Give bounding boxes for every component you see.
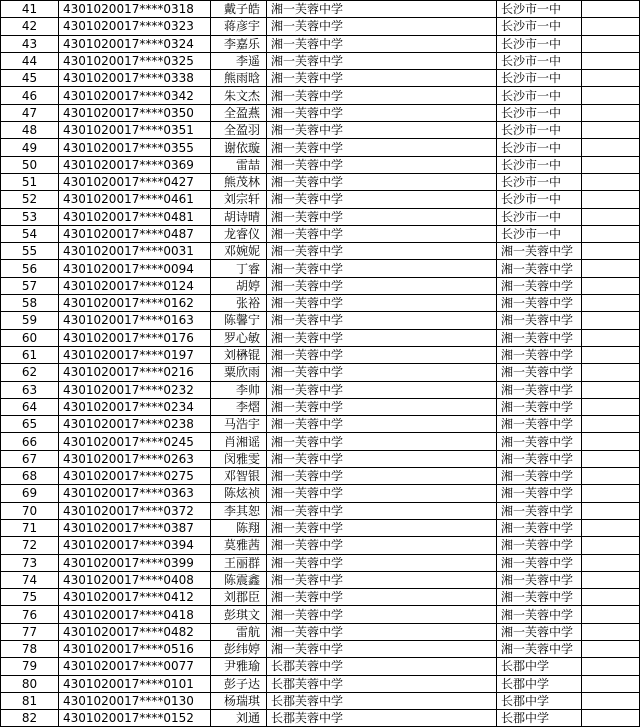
empty-cell [582,173,640,190]
current-school: 湘一芙蓉中学 [267,640,497,657]
current-school: 湘一芙蓉中学 [267,433,497,450]
student-name: 莫雅茜 [211,537,267,554]
empty-cell [582,346,640,363]
row-number: 81 [1,692,59,709]
admitted-school: 长沙市一中 [497,18,582,35]
empty-cell [582,277,640,294]
table-row [1,398,640,415]
student-id: 4301020017****0162 [59,295,211,312]
table-row [1,346,640,363]
current-school: 湘一芙蓉中学 [267,139,497,156]
table-row [1,537,640,554]
admitted-school: 湘一芙蓉中学 [497,364,582,381]
table-row [1,173,640,190]
admitted-school: 湘一芙蓉中学 [497,606,582,623]
current-school: 长郡芙蓉中学 [267,675,497,692]
table-row [1,433,640,450]
empty-cell [582,398,640,415]
student-id: 4301020017****0077 [59,658,211,675]
student-name: 邓智银 [211,468,267,485]
student-id: 4301020017****0481 [59,208,211,225]
student-id: 4301020017****0176 [59,329,211,346]
student-name: 闵雅雯 [211,450,267,467]
student-id: 4301020017****0369 [59,156,211,173]
student-id: 4301020017****0324 [59,35,211,52]
row-number: 49 [1,139,59,156]
row-number: 56 [1,260,59,277]
current-school: 湘一芙蓉中学 [267,243,497,260]
empty-cell [582,519,640,536]
current-school: 湘一芙蓉中学 [267,52,497,69]
table-row [1,156,640,173]
student-id: 4301020017****0325 [59,52,211,69]
current-school: 湘一芙蓉中学 [267,35,497,52]
admitted-school: 长沙市一中 [497,87,582,104]
table-row [1,277,640,294]
table-row [1,104,640,121]
empty-cell [582,18,640,35]
table-row [1,640,640,657]
table-row [1,675,640,692]
student-name: 杨瑞琪 [211,692,267,709]
admitted-school: 湘一芙蓉中学 [497,468,582,485]
empty-cell [582,35,640,52]
current-school: 湘一芙蓉中学 [267,398,497,415]
student-id: 4301020017****0152 [59,710,211,727]
student-id: 4301020017****0263 [59,450,211,467]
student-name: 彭琪文 [211,606,267,623]
student-name: 雷航 [211,623,267,640]
student-name: 刘宗轩 [211,191,267,208]
current-school: 长郡芙蓉中学 [267,710,497,727]
empty-cell [582,710,640,727]
admitted-school: 长郡中学 [497,675,582,692]
empty-cell [582,225,640,242]
student-name: 丁睿 [211,260,267,277]
admitted-school: 长沙市一中 [497,1,582,18]
student-name: 熊雨晗 [211,70,267,87]
admitted-school: 湘一芙蓉中学 [497,329,582,346]
empty-cell [582,658,640,675]
row-number: 50 [1,156,59,173]
admitted-school: 湘一芙蓉中学 [497,589,582,606]
current-school: 长郡芙蓉中学 [267,692,497,709]
empty-cell [582,502,640,519]
student-name: 全盈燕 [211,104,267,121]
empty-cell [582,243,640,260]
current-school: 湘一芙蓉中学 [267,18,497,35]
table-row [1,485,640,502]
student-name: 罗心敏 [211,329,267,346]
row-number: 67 [1,450,59,467]
empty-cell [582,70,640,87]
current-school: 湘一芙蓉中学 [267,225,497,242]
student-name: 刘楙锟 [211,346,267,363]
admitted-school: 长沙市一中 [497,52,582,69]
student-name: 李嘉乐 [211,35,267,52]
student-id: 4301020017****0351 [59,122,211,139]
table-row [1,18,640,35]
table-row [1,692,640,709]
table-row [1,122,640,139]
current-school: 湘一芙蓉中学 [267,554,497,571]
table-row [1,554,640,571]
admitted-school: 长沙市一中 [497,122,582,139]
admitted-school: 湘一芙蓉中学 [497,485,582,502]
empty-cell [582,571,640,588]
admitted-school: 湘一芙蓉中学 [497,243,582,260]
empty-cell [582,675,640,692]
student-name: 尹雅瑜 [211,658,267,675]
current-school: 湘一芙蓉中学 [267,70,497,87]
student-id: 4301020017****0399 [59,554,211,571]
student-name: 全盈羽 [211,122,267,139]
row-number: 41 [1,1,59,18]
student-id: 4301020017****0163 [59,312,211,329]
admitted-school: 湘一芙蓉中学 [497,260,582,277]
empty-cell [582,295,640,312]
student-name: 粟欣雨 [211,364,267,381]
student-name: 肖湘谣 [211,433,267,450]
student-name: 彭子达 [211,675,267,692]
current-school: 湘一芙蓉中学 [267,173,497,190]
student-id: 4301020017****0338 [59,70,211,87]
current-school: 湘一芙蓉中学 [267,623,497,640]
student-name: 朱文杰 [211,87,267,104]
empty-cell [582,156,640,173]
student-id: 4301020017****0408 [59,571,211,588]
row-number: 46 [1,87,59,104]
current-school: 湘一芙蓉中学 [267,346,497,363]
admitted-school: 长沙市一中 [497,173,582,190]
row-number: 68 [1,468,59,485]
current-school: 湘一芙蓉中学 [267,260,497,277]
admitted-school: 长沙市一中 [497,139,582,156]
row-number: 42 [1,18,59,35]
table-row [1,52,640,69]
table-row [1,208,640,225]
current-school: 湘一芙蓉中学 [267,450,497,467]
empty-cell [582,139,640,156]
empty-cell [582,623,640,640]
empty-cell [582,260,640,277]
current-school: 湘一芙蓉中学 [267,191,497,208]
empty-cell [582,364,640,381]
empty-cell [582,122,640,139]
student-id: 4301020017****0516 [59,640,211,657]
row-number: 73 [1,554,59,571]
row-number: 62 [1,364,59,381]
empty-cell [582,52,640,69]
row-number: 60 [1,329,59,346]
student-name: 戴子皓 [211,1,267,18]
row-number: 55 [1,243,59,260]
student-id: 4301020017****0130 [59,692,211,709]
current-school: 湘一芙蓉中学 [267,502,497,519]
student-name: 李熠 [211,398,267,415]
current-school: 湘一芙蓉中学 [267,606,497,623]
student-id: 4301020017****0094 [59,260,211,277]
row-number: 45 [1,70,59,87]
admitted-school: 湘一芙蓉中学 [497,381,582,398]
empty-cell [582,537,640,554]
row-number: 78 [1,640,59,657]
current-school: 湘一芙蓉中学 [267,104,497,121]
student-name: 李帅 [211,381,267,398]
empty-cell [582,640,640,657]
admitted-school: 湘一芙蓉中学 [497,537,582,554]
table-row [1,571,640,588]
row-number: 71 [1,519,59,536]
table-row [1,87,640,104]
student-name: 雷喆 [211,156,267,173]
table-row [1,191,640,208]
table-row [1,450,640,467]
table-row [1,589,640,606]
student-id: 4301020017****0245 [59,433,211,450]
row-number: 44 [1,52,59,69]
admitted-school: 长沙市一中 [497,70,582,87]
admitted-school: 湘一芙蓉中学 [497,640,582,657]
admitted-school: 湘一芙蓉中学 [497,502,582,519]
student-id: 4301020017****0197 [59,346,211,363]
admitted-school: 长沙市一中 [497,225,582,242]
admitted-school: 湘一芙蓉中学 [497,433,582,450]
row-number: 77 [1,623,59,640]
student-name: 胡诗晴 [211,208,267,225]
admitted-school: 湘一芙蓉中学 [497,450,582,467]
row-number: 47 [1,104,59,121]
admitted-school: 长沙市一中 [497,156,582,173]
row-number: 72 [1,537,59,554]
current-school: 湘一芙蓉中学 [267,208,497,225]
admitted-school: 长郡中学 [497,692,582,709]
empty-cell [582,191,640,208]
table-row [1,139,640,156]
student-name: 蒋彦宇 [211,18,267,35]
table-row [1,295,640,312]
row-number: 59 [1,312,59,329]
current-school: 湘一芙蓉中学 [267,122,497,139]
table-row [1,519,640,536]
student-id: 4301020017****0238 [59,416,211,433]
current-school: 湘一芙蓉中学 [267,329,497,346]
current-school: 长郡芙蓉中学 [267,658,497,675]
student-id: 4301020017****0482 [59,623,211,640]
row-number: 57 [1,277,59,294]
student-name: 王丽群 [211,554,267,571]
empty-cell [582,329,640,346]
admitted-school: 长沙市一中 [497,191,582,208]
student-name: 邓婉妮 [211,243,267,260]
empty-cell [582,450,640,467]
table-row [1,710,640,727]
empty-cell [582,468,640,485]
student-name: 刘郡臣 [211,589,267,606]
student-id: 4301020017****0232 [59,381,211,398]
row-number: 54 [1,225,59,242]
row-number: 75 [1,589,59,606]
admitted-school: 湘一芙蓉中学 [497,623,582,640]
row-number: 70 [1,502,59,519]
empty-cell [582,554,640,571]
current-school: 湘一芙蓉中学 [267,381,497,398]
row-number: 76 [1,606,59,623]
current-school: 湘一芙蓉中学 [267,364,497,381]
table-row [1,364,640,381]
admitted-school: 湘一芙蓉中学 [497,398,582,415]
row-number: 63 [1,381,59,398]
table-row [1,381,640,398]
student-name: 陈震鑫 [211,571,267,588]
student-id: 4301020017****0418 [59,606,211,623]
student-name: 熊茂林 [211,173,267,190]
admitted-school: 湘一芙蓉中学 [497,571,582,588]
row-number: 82 [1,710,59,727]
table-row [1,329,640,346]
admitted-school: 长沙市一中 [497,104,582,121]
admitted-school: 湘一芙蓉中学 [497,416,582,433]
empty-cell [582,87,640,104]
student-name: 谢依璇 [211,139,267,156]
row-number: 65 [1,416,59,433]
admitted-school: 湘一芙蓉中学 [497,519,582,536]
current-school: 湘一芙蓉中学 [267,277,497,294]
empty-cell [582,416,640,433]
admitted-school: 湘一芙蓉中学 [497,346,582,363]
current-school: 湘一芙蓉中学 [267,571,497,588]
current-school: 湘一芙蓉中学 [267,295,497,312]
student-name: 胡婷 [211,277,267,294]
table-row [1,225,640,242]
current-school: 湘一芙蓉中学 [267,519,497,536]
student-id: 4301020017****0394 [59,537,211,554]
student-id: 4301020017****0101 [59,675,211,692]
student-id: 4301020017****0363 [59,485,211,502]
row-number: 74 [1,571,59,588]
student-name: 彭纬婷 [211,640,267,657]
current-school: 湘一芙蓉中学 [267,589,497,606]
row-number: 51 [1,173,59,190]
student-id: 4301020017****0031 [59,243,211,260]
row-number: 53 [1,208,59,225]
row-number: 69 [1,485,59,502]
admitted-school: 长沙市一中 [497,208,582,225]
row-number: 79 [1,658,59,675]
student-id: 4301020017****0427 [59,173,211,190]
student-name: 陈馨宁 [211,312,267,329]
empty-cell [582,1,640,18]
row-number: 64 [1,398,59,415]
table-row [1,606,640,623]
current-school: 湘一芙蓉中学 [267,156,497,173]
admitted-school: 湘一芙蓉中学 [497,554,582,571]
table-row [1,658,640,675]
row-number: 52 [1,191,59,208]
admitted-school: 湘一芙蓉中学 [497,277,582,294]
student-id: 4301020017****0124 [59,277,211,294]
admitted-school: 长郡中学 [497,658,582,675]
row-number: 80 [1,675,59,692]
student-id: 4301020017****0323 [59,18,211,35]
current-school: 湘一芙蓉中学 [267,87,497,104]
admitted-school: 长郡中学 [497,710,582,727]
admitted-school: 湘一芙蓉中学 [497,312,582,329]
student-id: 4301020017****0350 [59,104,211,121]
table-body [1,1,640,727]
student-id: 4301020017****0461 [59,191,211,208]
table-row [1,312,640,329]
current-school: 湘一芙蓉中学 [267,468,497,485]
row-number: 48 [1,122,59,139]
student-name: 张裕 [211,295,267,312]
student-id: 4301020017****0412 [59,589,211,606]
admitted-school: 湘一芙蓉中学 [497,295,582,312]
empty-cell [582,104,640,121]
table-row [1,70,640,87]
student-id: 4301020017****0216 [59,364,211,381]
table-row [1,1,640,18]
empty-cell [582,589,640,606]
row-number: 58 [1,295,59,312]
student-id: 4301020017****0275 [59,468,211,485]
student-id: 4301020017****0318 [59,1,211,18]
student-name: 李其恕 [211,502,267,519]
student-name: 刘通 [211,710,267,727]
table-row [1,623,640,640]
student-id: 4301020017****0234 [59,398,211,415]
empty-cell [582,312,640,329]
row-number: 66 [1,433,59,450]
table-row [1,260,640,277]
current-school: 湘一芙蓉中学 [267,1,497,18]
row-number: 43 [1,35,59,52]
current-school: 湘一芙蓉中学 [267,416,497,433]
current-school: 湘一芙蓉中学 [267,537,497,554]
current-school: 湘一芙蓉中学 [267,312,497,329]
student-id: 4301020017****0355 [59,139,211,156]
empty-cell [582,208,640,225]
student-name: 龙睿仪 [211,225,267,242]
student-id: 4301020017****0372 [59,502,211,519]
empty-cell [582,381,640,398]
student-id: 4301020017****0387 [59,519,211,536]
student-name: 陈炫祯 [211,485,267,502]
current-school: 湘一芙蓉中学 [267,485,497,502]
table-row [1,416,640,433]
row-number: 61 [1,346,59,363]
student-name: 李遥 [211,52,267,69]
empty-cell [582,692,640,709]
empty-cell [582,606,640,623]
table-row [1,502,640,519]
student-id: 4301020017****0342 [59,87,211,104]
table-row [1,243,640,260]
table-row [1,468,640,485]
table-row [1,35,640,52]
empty-cell [582,485,640,502]
student-id: 4301020017****0487 [59,225,211,242]
admitted-school: 长沙市一中 [497,35,582,52]
empty-cell [582,433,640,450]
student-name: 陈翔 [211,519,267,536]
student-name: 马浩宇 [211,416,267,433]
